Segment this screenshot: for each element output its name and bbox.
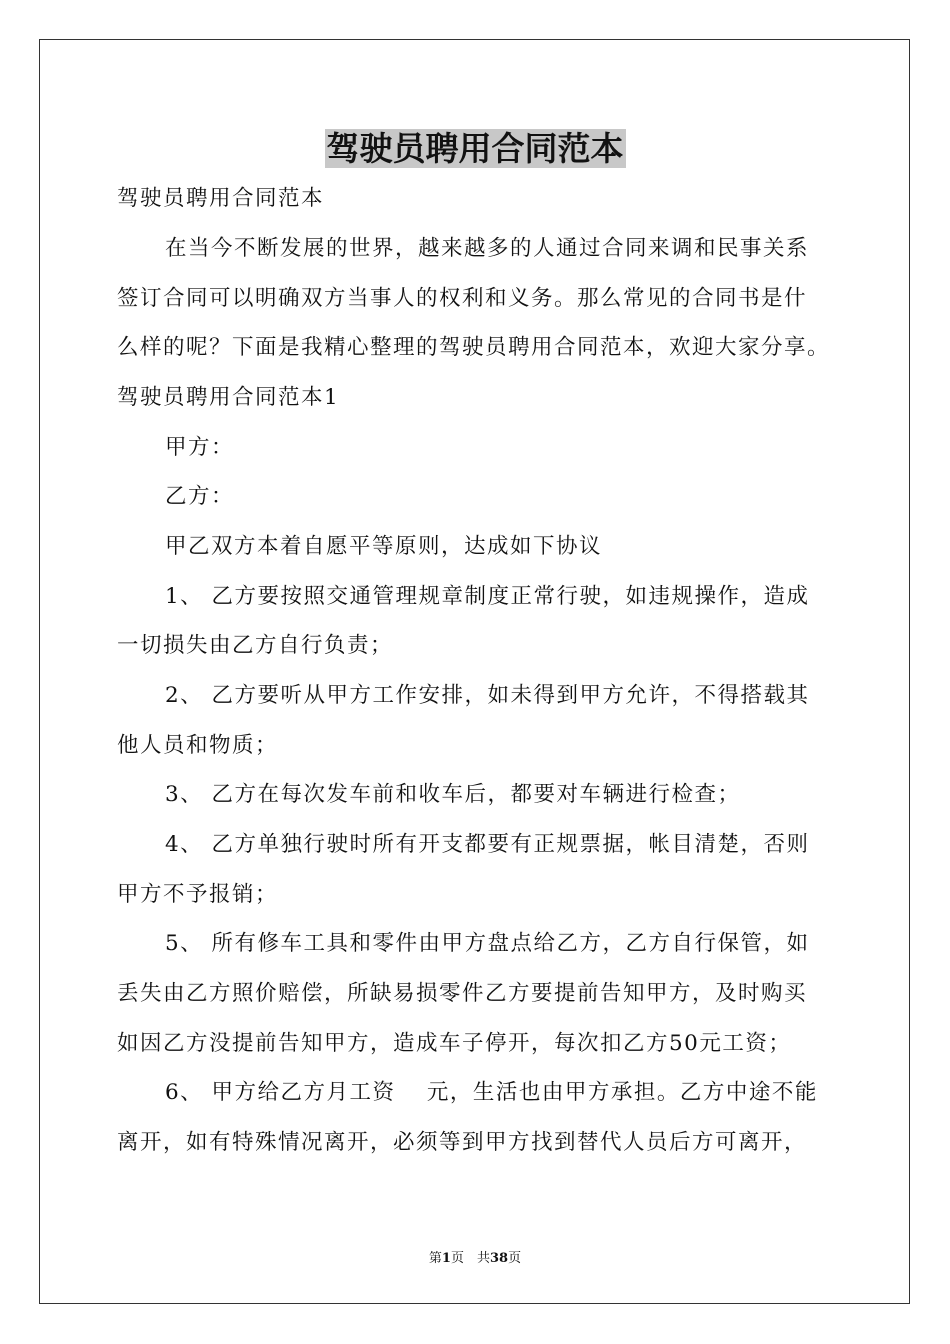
clause-line: 离开，如有特殊情况离开，必须等到甲方找到替代人员后方可离开， <box>117 1130 808 1155</box>
clause-line: 甲方不予报销； <box>117 882 279 907</box>
footer-suffix: 页 <box>508 1251 522 1266</box>
party-b-line: 乙方： <box>165 484 235 509</box>
footer-mid: 页 共 <box>450 1251 490 1266</box>
clause-line: 3、 乙方在每次发车前和收车后，都要对车辆进行检查； <box>165 782 741 807</box>
paragraph-line: 甲乙双方本着自愿平等原则，达成如下协议 <box>165 534 603 559</box>
clause-line: 5、 所有修车工具和零件由甲方盘点给乙方，乙方自行保管，如 <box>165 931 810 956</box>
clause-line: 4、 乙方单独行驶时所有开支都要有正规票据，帐目清楚，否则 <box>165 832 810 857</box>
subtitle-line: 驾驶员聘用合同范本 <box>117 186 325 211</box>
document-title-wrap <box>0 127 950 171</box>
clause-line: 6、 甲方给乙方月工资 元，生活也由甲方承担。乙方中途不能 <box>165 1080 818 1105</box>
clause-line: 如因乙方没提前告知甲方，造成车子停开，每次扣乙方50元工资； <box>117 1031 792 1056</box>
footer-prefix: 第 <box>428 1251 442 1266</box>
clause-line: 1、 乙方要按照交通管理规章制度正常行驶，如违规操作，造成 <box>165 584 810 609</box>
clause-line: 丢失由乙方照价赔偿，所缺易损零件乙方要提前告知甲方，及时购买 <box>117 981 808 1006</box>
clause-line: 一切损失由乙方自行负责； <box>117 633 394 658</box>
party-a-line: 甲方： <box>165 435 235 460</box>
page-border <box>39 39 910 1304</box>
paragraph-line: 么样的呢？下面是我精心整理的驾驶员聘用合同范本，欢迎大家分享。 <box>117 335 831 360</box>
clause-line: 他人员和物质； <box>117 733 279 758</box>
paragraph-line: 在当今不断发展的世界，越来越多的人通过合同来调和民事关系 <box>165 236 810 261</box>
clause-line: 2、 乙方要听从甲方工作安排，如未得到甲方允许，不得搭载其 <box>165 683 810 708</box>
document-title: 驾驶员聘用合同范本 <box>326 129 624 168</box>
paragraph-line: 签订合同可以明确双方当事人的权利和义务。那么常见的合同书是什 <box>117 286 808 311</box>
total-page-count: 38 <box>489 1251 509 1266</box>
section-heading: 驾驶员聘用合同范本1 <box>117 385 340 410</box>
page-footer <box>0 1247 950 1266</box>
current-page-number: 1 <box>441 1251 451 1266</box>
